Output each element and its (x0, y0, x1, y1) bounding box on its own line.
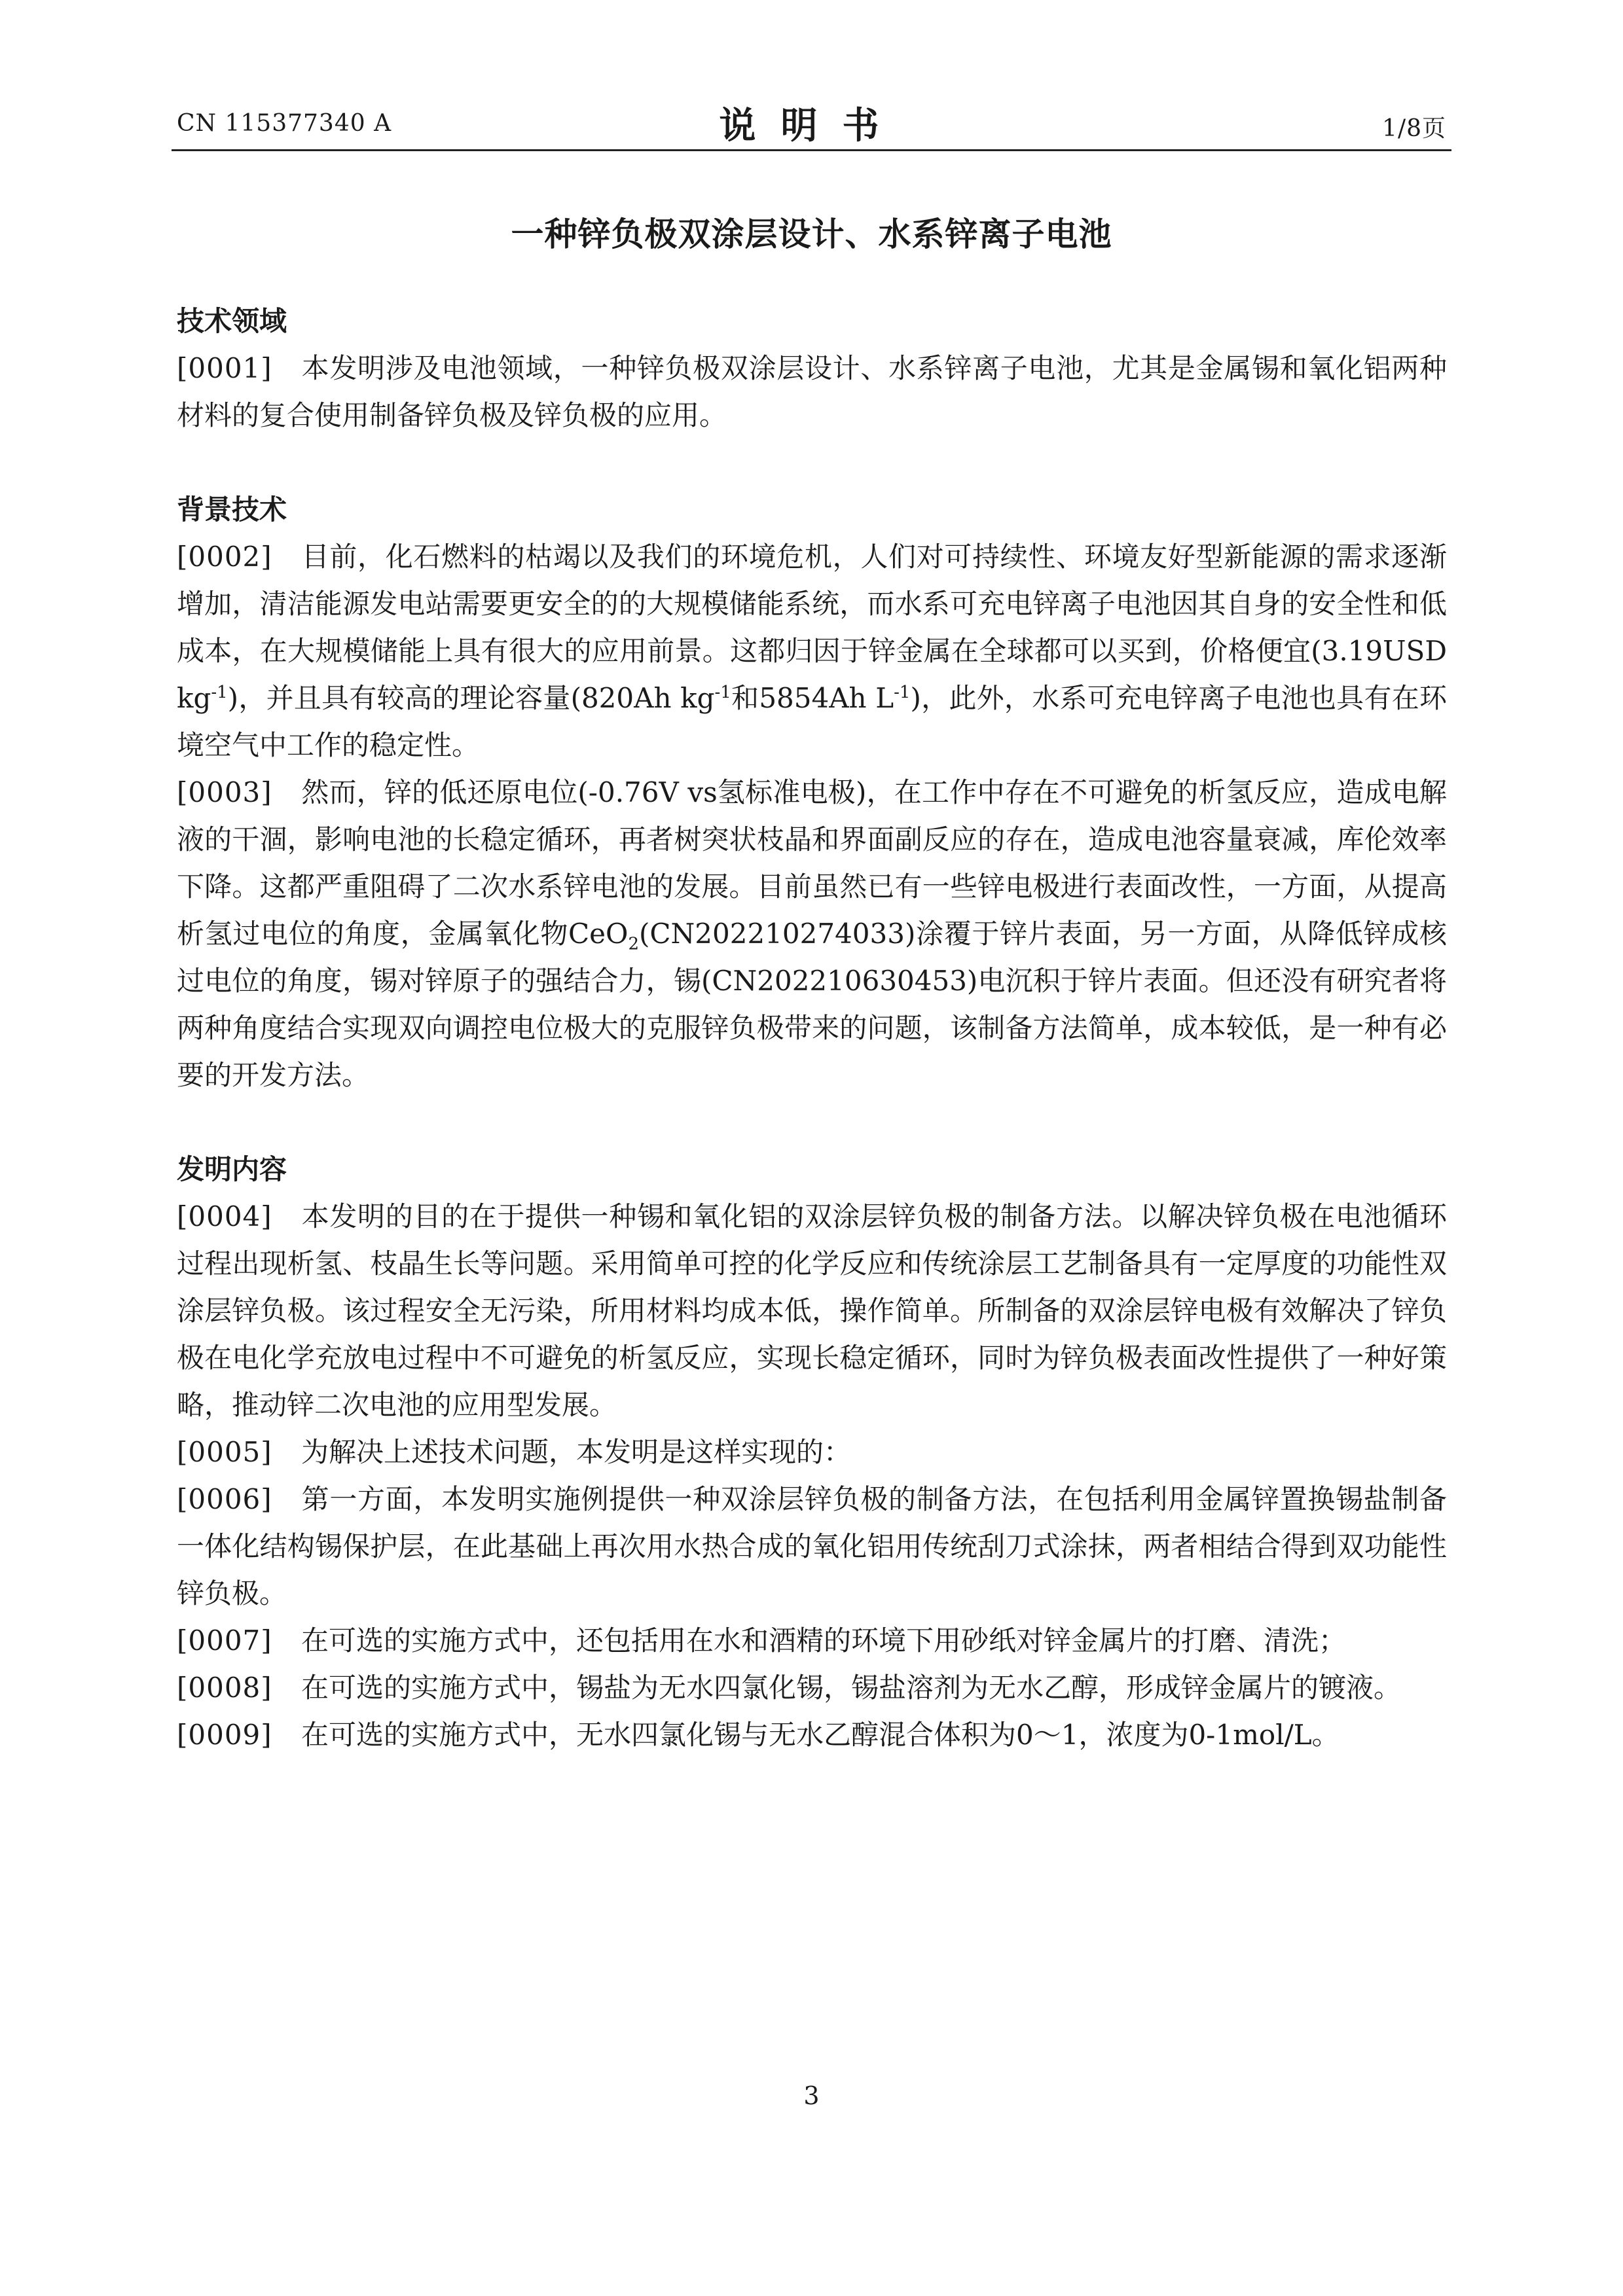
section-heading-invention: 发明内容 (177, 1153, 287, 1185)
paragraph-text: (CN202210274033)涂覆于锌片表面，另一方面，从降低锌成核过电位的角度，锡对锌原子的强结合力，锡(CN202210630453)电沉积于锌片表面。但还没有研究者将两种角度结合实现双向调控电位极大的克服锌负极带来的问题，该制备方法简单，成本较低，是一种有必要的开发方法。 (177, 918, 1447, 1091)
paragraph-number: [0008] (177, 1672, 272, 1704)
paragraph-text: 目前，化石燃料的枯竭以及我们的环境危机，人们对可持续性、环境友好型新能源的需求逐渐增加，清洁能源发电站需要更安全的的大规模储能系统，而水系可充电锌离子电池因其自身的安全性和低成本，在大规模储能上具有很大的应用前景。这都归因于锌金属在全球都可以买到，价格便宜(3.19USD kg (177, 541, 1447, 714)
section-gap (177, 1099, 1447, 1146)
paragraph-number: [0004] (177, 1200, 272, 1232)
subscript: 2 (628, 934, 640, 954)
paragraph-text: 在可选的实施方式中，锡盐为无水四氯化锡，锡盐溶剂为无水乙醇，形成锌金属片的镀液。 (301, 1672, 1402, 1704)
document-body (177, 298, 1447, 1759)
paragraph-number: [0001] (177, 352, 272, 384)
paragraph-number: [0003] (177, 776, 272, 808)
page-number: 3 (803, 2081, 820, 2110)
section-heading-background: 背景技术 (177, 493, 287, 526)
paragraph-0005 (177, 1429, 1447, 1476)
paragraph-0004 (177, 1193, 1447, 1429)
paragraph-text: )，此外，水系可充电锌离子电池也具有在环境空气中工作的稳定性。 (177, 682, 1447, 761)
paragraph-text: )，并且具有较高的理论容量(820Ah kg (227, 682, 715, 714)
document-title: 一种锌负极双涂层设计、水系锌离子电池 (511, 215, 1112, 253)
patent-number: CN 115377340 A (177, 110, 392, 137)
paragraph-number: [0005] (177, 1436, 272, 1468)
section-label: 说明书 (719, 105, 904, 147)
paragraph-text: 在可选的实施方式中，还包括用在水和酒精的环境下用砂纸对锌金属片的打磨、清洗； (301, 1624, 1347, 1657)
paragraph-0002 (177, 533, 1447, 769)
paragraph-0003 (177, 769, 1447, 1099)
paragraph-number: [0006] (177, 1483, 272, 1515)
superscript: -1 (714, 683, 731, 702)
paragraph-text: 本发明的目的在于提供一种锡和氧化铝的双涂层锌负极的制备方法。以解决锌负极在电池循环过程出现析氢、枝晶生长等问题。采用简单可控的化学反应和传统涂层工艺制备具有一定厚度的功能性双涂层锌负极。该过程安全无污染，所用材料均成本低，操作简单。所制备的双涂层锌电极有效解决了锌负极在电化学充放电过程中不可避免的析氢反应，实现长稳定循环，同时为锌负极表面改性提供了一种好策略，推动锌二次电池的应用型发展。 (177, 1200, 1447, 1421)
paragraph-0007 (177, 1617, 1447, 1664)
page-indicator: 1/8页 (1382, 115, 1446, 142)
paragraph-0009 (177, 1712, 1447, 1759)
section-heading-tech-field: 技术领域 (177, 305, 287, 337)
paragraph-text: 为解决上述技术问题，本发明是这样实现的： (301, 1436, 852, 1468)
paragraph-number: [0002] (177, 541, 272, 573)
paragraph-text: 在可选的实施方式中，无水四氯化锡与无水乙醇混合体积为0～1，浓度为0-1mol/L。 (301, 1719, 1340, 1751)
paragraph-text: 然而，锌的低还原电位(-0.76V vs氢标准电极)，在工作中存在不可避免的析氢反应，造成电解液的干涸，影响电池的长稳定循环，再者树突状枝晶和界面副反应的存在，造成电池容量衰减，库伦效率下降。这都严重阻碍了二次水系锌电池的发展。目前虽然已有一些锌电极进行表面改性，一方面，从提高析氢过电位的角度，金属氧化物CeO (177, 776, 1447, 950)
superscript: -1 (894, 683, 911, 702)
paragraph-0008 (177, 1664, 1447, 1712)
header-divider (172, 149, 1451, 151)
paragraph-text: 第一方面，本发明实施例提供一种双涂层锌负极的制备方法，在包括利用金属锌置换锡盐制备一体化结构锡保护层，在此基础上再次用水热合成的氧化铝用传统刮刀式涂抹，两者相结合得到双功能性锌负极。 (177, 1483, 1447, 1609)
paragraph-number: [0009] (177, 1719, 272, 1751)
paragraph-text: 和5854Ah L (731, 682, 894, 714)
section-gap (177, 439, 1447, 486)
superscript: -1 (211, 683, 228, 702)
paragraph-text: 本发明涉及电池领域，一种锌负极双涂层设计、水系锌离子电池，尤其是金属锡和氧化铝两种材料的复合使用制备锌负极及锌负极的应用。 (177, 352, 1447, 431)
paragraph-0006 (177, 1476, 1447, 1617)
paragraph-number: [0007] (177, 1624, 272, 1657)
paragraph-0001 (177, 345, 1447, 439)
